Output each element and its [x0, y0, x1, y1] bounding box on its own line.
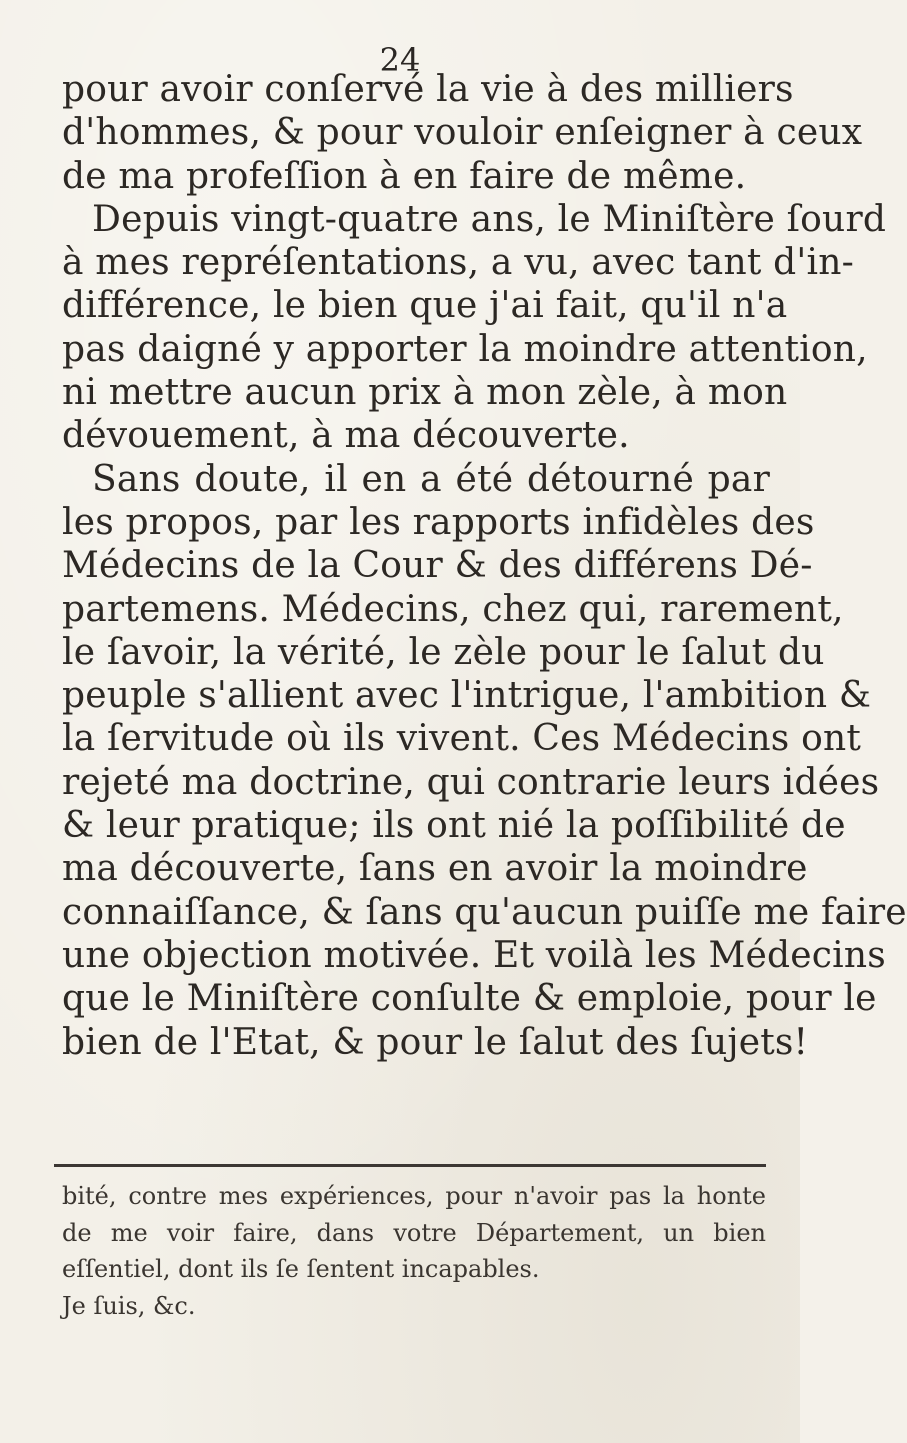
- text-line: que le Miniſtère conſulte & emploie, pour le: [62, 978, 877, 1020]
- text-line: rejeté ma doctrine, qui contrarie leurs idées: [62, 761, 880, 803]
- text-line: pas daigné y apporter la moindre attention,: [62, 328, 868, 370]
- text-line: partemens. Médecins, chez qui, rarement,: [62, 588, 844, 630]
- footnote-line: eſſentiel, dont ils ſe ſentent incapables.: [62, 1255, 540, 1283]
- footnote-line: de me voir faire, dans votre Département, un bien: [62, 1218, 766, 1247]
- text-line: ma découverte, ſans en avoir la moindre: [62, 848, 808, 890]
- text-line: à mes repréſentations, a vu, avec tant d'in-: [62, 242, 854, 284]
- text-line: peuple s'allient avec l'intrigue, l'ambition &: [62, 675, 872, 717]
- text-line: la ſervitude où ils vivent. Ces Médecins ont: [62, 718, 862, 760]
- text-line: les propos, par les rapports infidèles des: [62, 501, 815, 543]
- footnote-line: bité, contre mes expériences, pour n'avoir pas la honte: [62, 1182, 766, 1210]
- text-line: & leur pratique; ils ont nié la poſſibilité de: [62, 805, 846, 847]
- text-line: différence, le bien que j'ai fait, qu'il n'a: [62, 285, 788, 327]
- text-line: le ſavoir, la vérité, le zèle pour le ſalut du: [62, 631, 825, 673]
- text-line: ni mettre aucun prix à mon zèle, à mon: [62, 372, 788, 414]
- text-line: d'hommes, & pour vouloir enſeigner à ceux: [62, 112, 863, 154]
- footnote-block: [62, 1178, 766, 1324]
- footnote-line: Je ſuis, &c.: [62, 1291, 196, 1320]
- footnote-divider: [54, 1164, 766, 1167]
- text-line: bien de l'Etat, & pour le ſalut des ſujets!: [62, 1021, 809, 1063]
- page-number: 24: [379, 41, 421, 79]
- text-line: dévouement, à ma découverte.: [62, 415, 630, 457]
- main-text-block: [62, 68, 907, 1064]
- text-line: une objection motivée. Et voilà les Médecins: [62, 934, 886, 976]
- text-line: de ma profeſſion à en faire de même.: [62, 155, 747, 197]
- text-line: pour avoir conſervé la vie à des milliers: [62, 69, 794, 110]
- text-line: Médecins de la Cour & des différens Dé-: [62, 545, 813, 587]
- text-line: Depuis vingt-quatre ans, le Miniſtère ſourd: [92, 198, 887, 240]
- text-line: connaiſſance, & ſans qu'aucun puiſſe me faire: [62, 891, 907, 933]
- text-line: Sans doute, il en a été détourné par: [92, 458, 770, 500]
